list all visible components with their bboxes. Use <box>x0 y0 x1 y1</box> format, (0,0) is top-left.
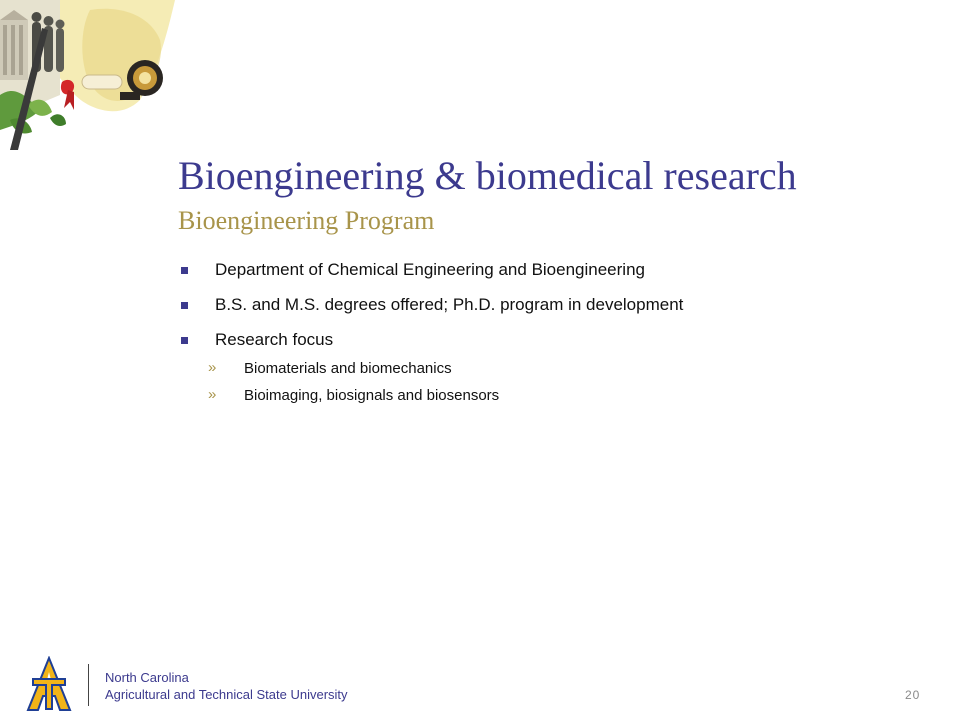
bullet-text: Department of Chemical Engineering and Bioengineering <box>215 260 645 279</box>
sub-bullet-item <box>178 383 918 410</box>
double-chevron-icon: » <box>208 359 217 376</box>
sub-bullet-text: Biomaterials and biomechanics <box>244 360 452 377</box>
bullet-item <box>178 290 918 325</box>
footer-divider <box>88 664 89 706</box>
bullet-item <box>178 255 918 290</box>
square-bullet-icon <box>181 267 188 274</box>
square-bullet-icon <box>181 302 188 309</box>
university-name <box>105 669 348 703</box>
university-line-2: Agricultural and Technical State University <box>105 687 348 702</box>
square-bullet-icon <box>181 337 188 344</box>
bullet-list <box>178 255 918 410</box>
university-logo-icon <box>26 656 72 712</box>
sub-bullet-list <box>178 356 918 410</box>
sub-bullet-item <box>178 356 918 383</box>
page-number: 20 <box>905 688 921 702</box>
campus-collage-image <box>0 0 175 150</box>
slide-subtitle: Bioengineering Program <box>178 206 435 235</box>
bullet-item <box>178 325 918 360</box>
sub-bullet-group <box>178 356 918 410</box>
bullet-text: B.S. and M.S. degrees offered; Ph.D. program in development <box>215 295 684 314</box>
slide-title: Bioengineering & biomedical research <box>178 153 797 198</box>
double-chevron-icon: » <box>208 386 217 403</box>
university-line-1: North Carolina <box>105 670 189 685</box>
sub-bullet-text: Bioimaging, biosignals and biosensors <box>244 387 500 404</box>
bullet-text: Research focus <box>215 330 334 349</box>
